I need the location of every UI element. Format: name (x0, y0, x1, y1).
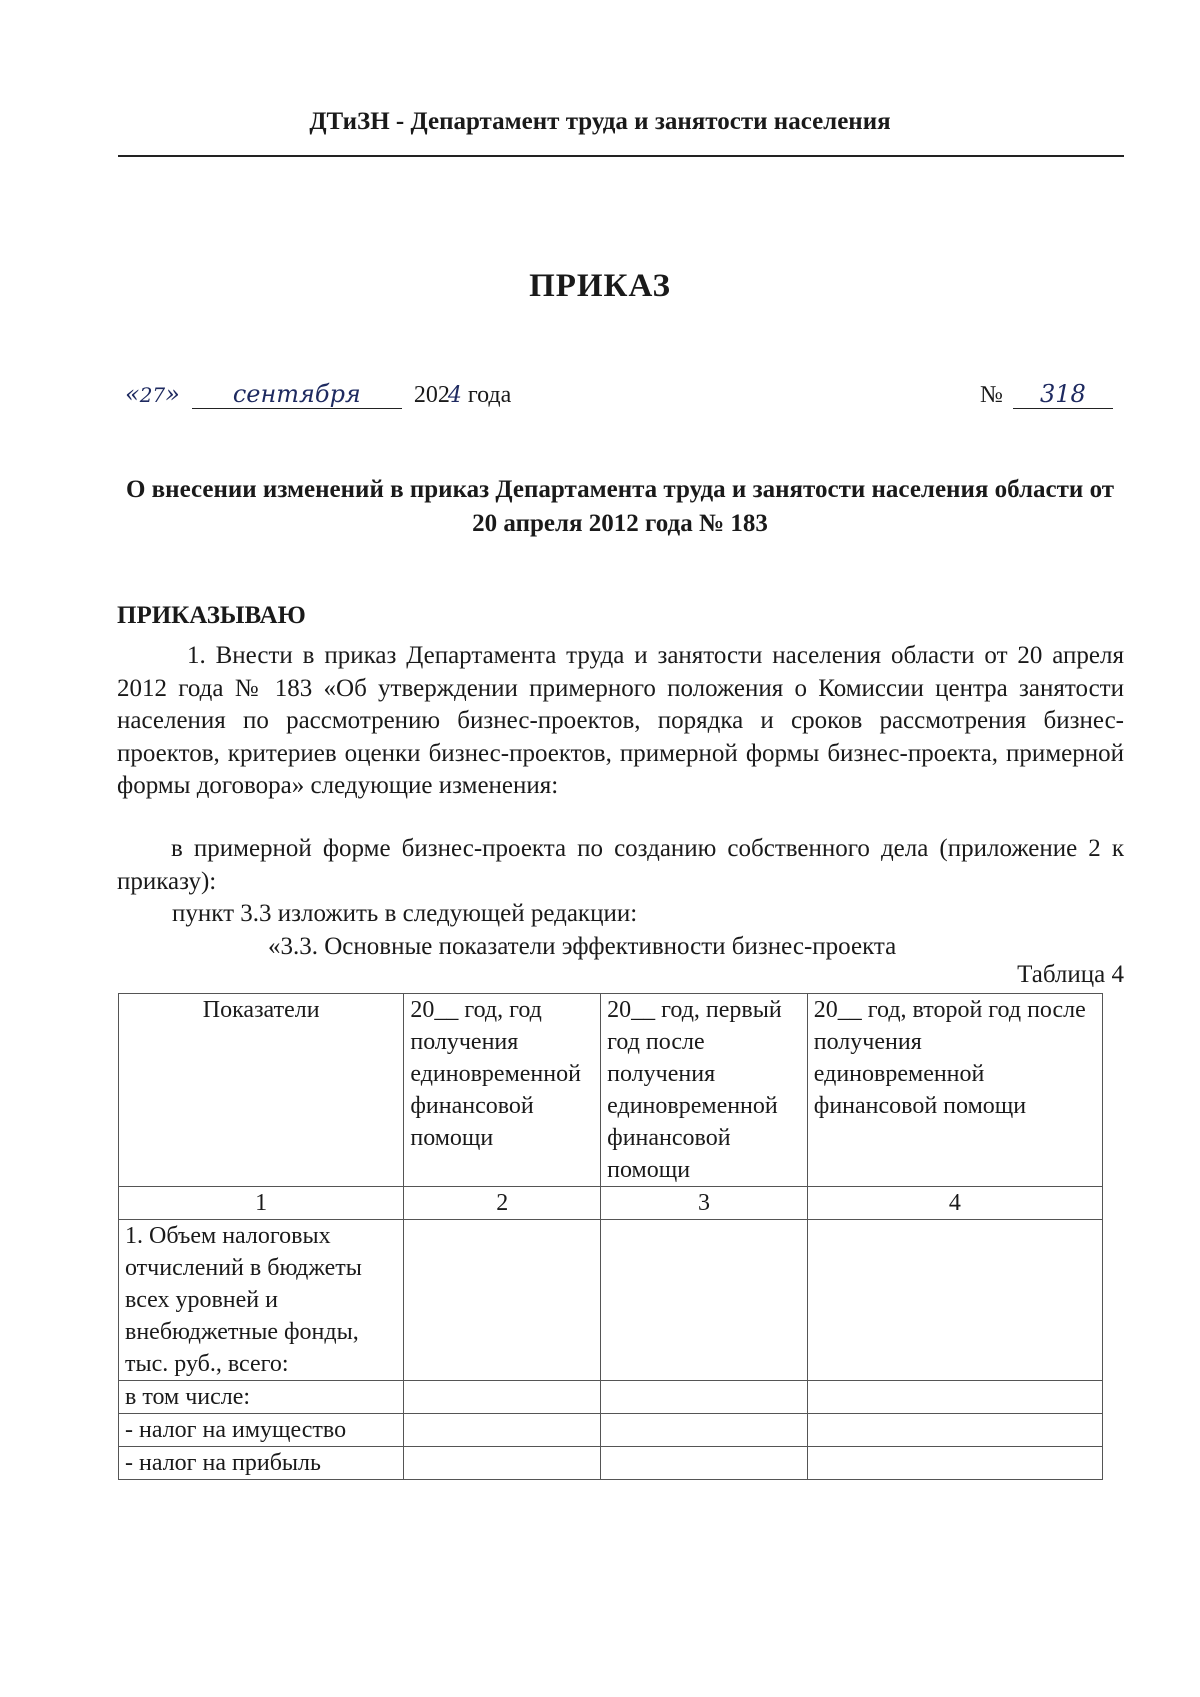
table-cell: 1. Объем налоговых отчислений в бюджеты всех уровней и внебюджетные фонды, тыс. руб., всего: (119, 1220, 404, 1381)
table-cell (601, 1220, 808, 1381)
table-header-cell: 20__ год, первый год после получения единовременной финансовой помощи (601, 994, 808, 1187)
table-cell (404, 1381, 601, 1414)
date-year-handwritten: 4 (447, 383, 462, 408)
table-row (119, 1447, 1103, 1480)
table-row (119, 1381, 1103, 1414)
table-cell (601, 1414, 808, 1447)
column-number-cell: 1 (119, 1187, 404, 1220)
date-month: сентября (192, 380, 402, 409)
table-cell: в том числе: (119, 1381, 404, 1414)
table-cell (601, 1447, 808, 1480)
order-directive: ПРИКАЗЫВАЮ (117, 602, 306, 629)
table-cell (807, 1220, 1102, 1381)
order-date (125, 380, 511, 409)
table-caption: Таблица 4 (1017, 961, 1124, 988)
table-cell (807, 1447, 1102, 1480)
organization-header: ДТиЗН - Департамент труда и занятости населения (309, 108, 891, 135)
date-quote-close: » (165, 380, 180, 408)
paragraph-1: 1. Внести в приказ Департамента труда и занятости населения области от 20 апреля 2012 года № 183 «Об утверждении примерного положения о Комиссии центра занятости населения по рассмотрению бизнес-проектов, порядка и сроков рассмотрения бизнес-проектов, критериев оценки бизнес-проектов, примерной формы бизнес-проекта, примерной формы договора» следующие изменения: (117, 642, 1124, 799)
table-row (119, 1414, 1103, 1447)
table-cell (601, 1381, 808, 1414)
table-cell: - налог на прибыль (119, 1447, 404, 1480)
order-number (980, 380, 1113, 409)
table-cell (404, 1447, 601, 1480)
column-number-cell: 4 (807, 1187, 1102, 1220)
date-day: 27 (139, 383, 166, 407)
table-row (119, 1220, 1103, 1381)
column-number-cell: 2 (404, 1187, 601, 1220)
number-value: 318 (1013, 380, 1113, 409)
table-header-cell: Показатели (119, 994, 404, 1187)
table-header-cell: 20__ год, год получения единовременной финансовой помощи (404, 994, 601, 1187)
table-cell (807, 1381, 1102, 1414)
table-header-row (119, 994, 1103, 1187)
table-header-cell: 20__ год, второй год после получения единовременной финансовой помощи (807, 994, 1102, 1187)
indicators-table (118, 993, 1103, 1480)
paragraph-2: в примерной форме бизнес-проекта по созданию собственного дела (приложение 2 к приказу): (117, 835, 1124, 895)
table-cell (807, 1414, 1102, 1447)
document-title: ПРИКАЗ (529, 268, 671, 304)
paragraph-3: пункт 3.3 изложить в следующей редакции: (172, 900, 638, 927)
order-subject: О внесении изменений в приказ Департамента труда и занятости населения области от 20 апреля 2012 года № 183 (125, 476, 1115, 537)
table-cell (404, 1414, 601, 1447)
table-cell: - налог на имущество (119, 1414, 404, 1447)
number-label: № (980, 382, 1003, 408)
table-cell (404, 1220, 601, 1381)
column-number-cell: 3 (601, 1187, 808, 1220)
date-year-suffix: года (467, 382, 512, 408)
header-divider (118, 155, 1124, 157)
date-year-printed: 202 (413, 382, 450, 408)
paragraph-4: «3.3. Основные показатели эффективности бизнес-проекта (268, 933, 897, 960)
date-quote-open: « (125, 380, 140, 408)
table-column-numbers-row (119, 1187, 1103, 1220)
